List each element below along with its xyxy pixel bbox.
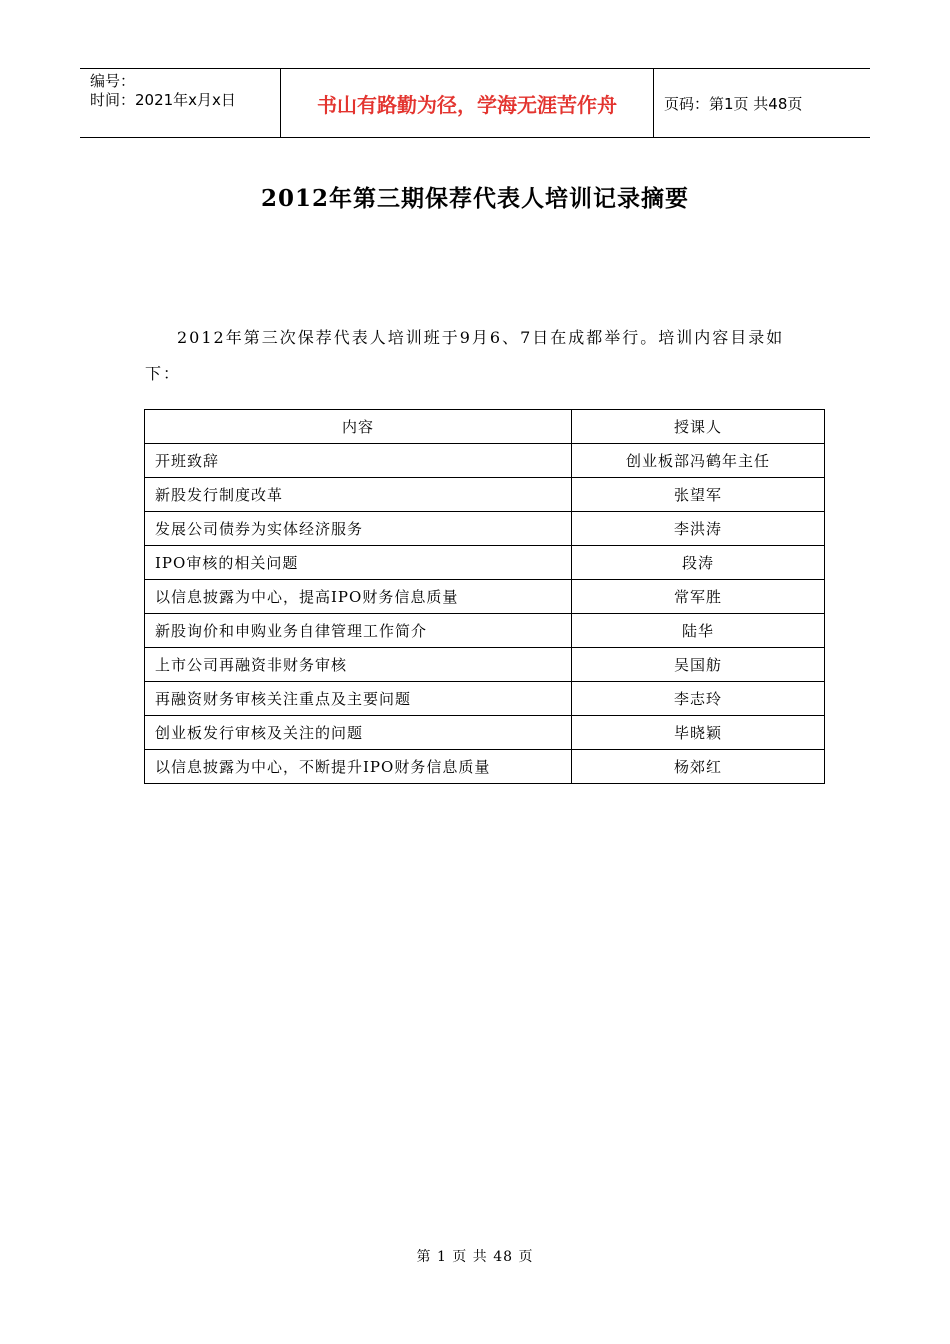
table-row: [145, 546, 825, 580]
column-header-content: 内容: [145, 410, 572, 444]
lecturer-cell: 常军胜: [572, 580, 825, 614]
document-time-label: 时间：2021年x月x日: [90, 91, 236, 109]
header-meta: [80, 69, 281, 137]
topic-cell: 以信息披露为中心，提高IPO财务信息质量: [145, 580, 572, 614]
topic-cell: 新股询价和申购业务自律管理工作简介: [145, 614, 572, 648]
lecturer-cell: 李洪涛: [572, 512, 825, 546]
table-row: [145, 682, 825, 716]
lecturer-cell: 杨郊红: [572, 750, 825, 784]
topic-cell: 以信息披露为中心，不断提升IPO财务信息质量: [145, 750, 572, 784]
training-contents-table: [144, 409, 825, 784]
header-page-code: 页码：第1页 共48页: [664, 94, 803, 113]
lecturer-cell: 创业板部冯鹤年主任: [572, 444, 825, 478]
intro-paragraph: 2012年第三次保荐代表人培训班于9月6、7日在成都举行。培训内容目录如下：: [145, 328, 785, 383]
lecturer-cell: 陆华: [572, 614, 825, 648]
lecturer-cell: 李志玲: [572, 682, 825, 716]
topic-cell: 创业板发行审核及关注的问题: [145, 716, 572, 750]
topic-cell: 上市公司再融资非财务审核: [145, 648, 572, 682]
lecturer-cell: 段涛: [572, 546, 825, 580]
table-row: [145, 580, 825, 614]
table-row: [145, 512, 825, 546]
table-row: [145, 444, 825, 478]
topic-cell: 再融资财务审核关注重点及主要问题: [145, 682, 572, 716]
document-title: 2012年第三期保荐代表人培训记录摘要: [260, 185, 689, 212]
document-number-label: 编号：: [90, 72, 136, 90]
topic-cell: 新股发行制度改革: [145, 478, 572, 512]
table-row: [145, 716, 825, 750]
topic-cell: IPO审核的相关问题: [145, 546, 572, 580]
lecturer-cell: 张望军: [572, 478, 825, 512]
page-header: [80, 68, 870, 138]
page-footer: 第 1 页 共 48 页: [416, 1249, 534, 1265]
table-row: [145, 478, 825, 512]
header-motto: 书山有路勤为径，学海无涯苦作舟: [281, 69, 654, 137]
lecturer-cell: 毕晓颖: [572, 716, 825, 750]
topic-cell: 开班致辞: [145, 444, 572, 478]
topic-cell: 发展公司债券为实体经济服务: [145, 512, 572, 546]
table-row: [145, 614, 825, 648]
table-row: [145, 750, 825, 784]
table-header-row: [145, 410, 825, 444]
column-header-lecturer: 授课人: [572, 410, 825, 444]
lecturer-cell: 吴国舫: [572, 648, 825, 682]
table-row: [145, 648, 825, 682]
